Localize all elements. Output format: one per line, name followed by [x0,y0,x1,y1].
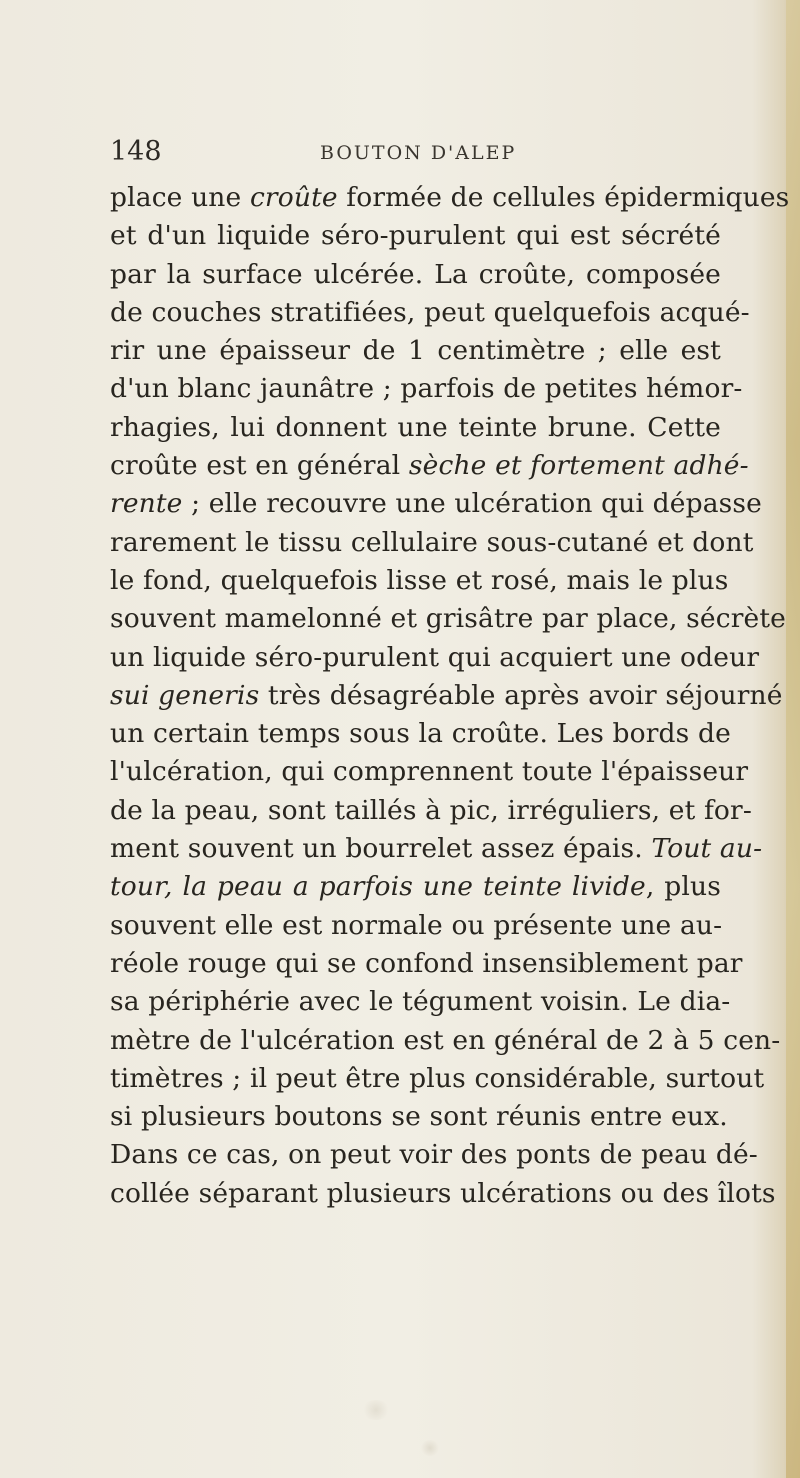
text-run: le fond, quelquefois lisse et rosé, mais le plus [110,564,729,596]
text-line [110,907,721,945]
text-line [110,830,763,868]
text-line [110,868,721,906]
text-line [110,792,752,830]
text-run: et d'un liquide séro-purulent qui est sécrété [110,220,721,252]
text-line [110,447,749,485]
text-run: mètre de l'ulcération est en général de 2 à 5 cen- [110,1024,781,1056]
text-line [110,370,743,408]
text-line [110,256,721,294]
italic-text: tour, la peau a parfois une teinte livide [110,871,646,903]
text-run: de la peau, sont taillés à pic, irréguliers, et for- [110,794,752,826]
page-edge-shadow [786,0,800,1478]
text-run: , plus [645,871,721,903]
italic-text: rente [110,488,183,520]
text-run: de couches stratifiées, peut quelquefois acqué- [110,296,750,328]
text-line [110,1060,765,1098]
text-run: rir une épaisseur de 1 centimètre ; elle est [110,335,721,367]
text-line [110,409,721,447]
paper-smudge [362,1400,390,1420]
text-run: formée de cellules épidermiques [337,182,790,213]
text-run: sa périphérie avec le tégument voisin. Le dia- [110,986,731,1018]
running-title: BOUTON D'ALEP [320,142,517,164]
text-line [110,945,743,983]
text-run: rhagies, lui donnent une teinte brune. Cette [110,411,721,443]
text-run: d'un blanc jaunâtre ; parfois de petites hémor- [110,373,743,405]
text-line [110,179,790,217]
text-line [110,332,721,370]
text-line [110,753,749,791]
text-run: réole rouge qui se confond insensiblement par [110,947,743,979]
text-line [110,1022,781,1060]
text-run: souvent mamelonné et grisâtre par place, sécrète [110,603,786,635]
text-line [110,1098,728,1136]
text-line [110,294,750,332]
text-run: place une [110,182,250,213]
text-run: croûte est en général [110,450,409,482]
body-paragraph [110,179,790,1213]
text-run: très désagréable après avoir séjourné [259,679,783,711]
page-number: 148 [110,136,162,167]
text-line [110,1136,758,1174]
text-line [110,639,760,677]
text-run: ment souvent un bourrelet assez épais. [110,833,652,865]
italic-text: Tout au- [651,833,763,865]
text-line [110,562,729,600]
paper-smudge [420,1440,440,1456]
text-line [110,485,762,523]
text-run: souvent elle est normale ou présente une au- [110,909,723,941]
italic-text: sèche et fortement adhé- [408,450,749,482]
text-line [110,524,754,562]
italic-text: croûte [249,182,338,213]
text-run: l'ulcération, qui comprennent toute l'épaisseur [110,756,749,788]
text-run: par la surface ulcérée. La croûte, composée [110,258,721,290]
text-line [110,1175,776,1213]
text-run: ; elle recouvre une ulcération qui dépasse [182,488,762,520]
text-run: timètres ; il peut être plus considérable, surtout [110,1062,765,1094]
text-run: un certain temps sous la croûte. Les bords de [110,718,731,750]
text-run: rarement le tissu cellulaire sous-cutané et dont [110,526,754,558]
text-run: collée séparant plusieurs ulcérations ou des îlots [110,1177,776,1209]
running-head [110,136,730,176]
text-line [110,677,783,715]
text-run: un liquide séro-purulent qui acquiert une odeur [110,641,760,673]
text-run: Dans ce cas, on peut voir des ponts de peau dé- [110,1139,758,1171]
text-line [110,217,721,255]
text-line [110,715,731,753]
italic-text: sui generis [110,679,260,711]
text-run: si plusieurs boutons se sont réunis entre eux. [110,1101,728,1133]
text-line [110,983,731,1021]
text-line [110,600,786,638]
